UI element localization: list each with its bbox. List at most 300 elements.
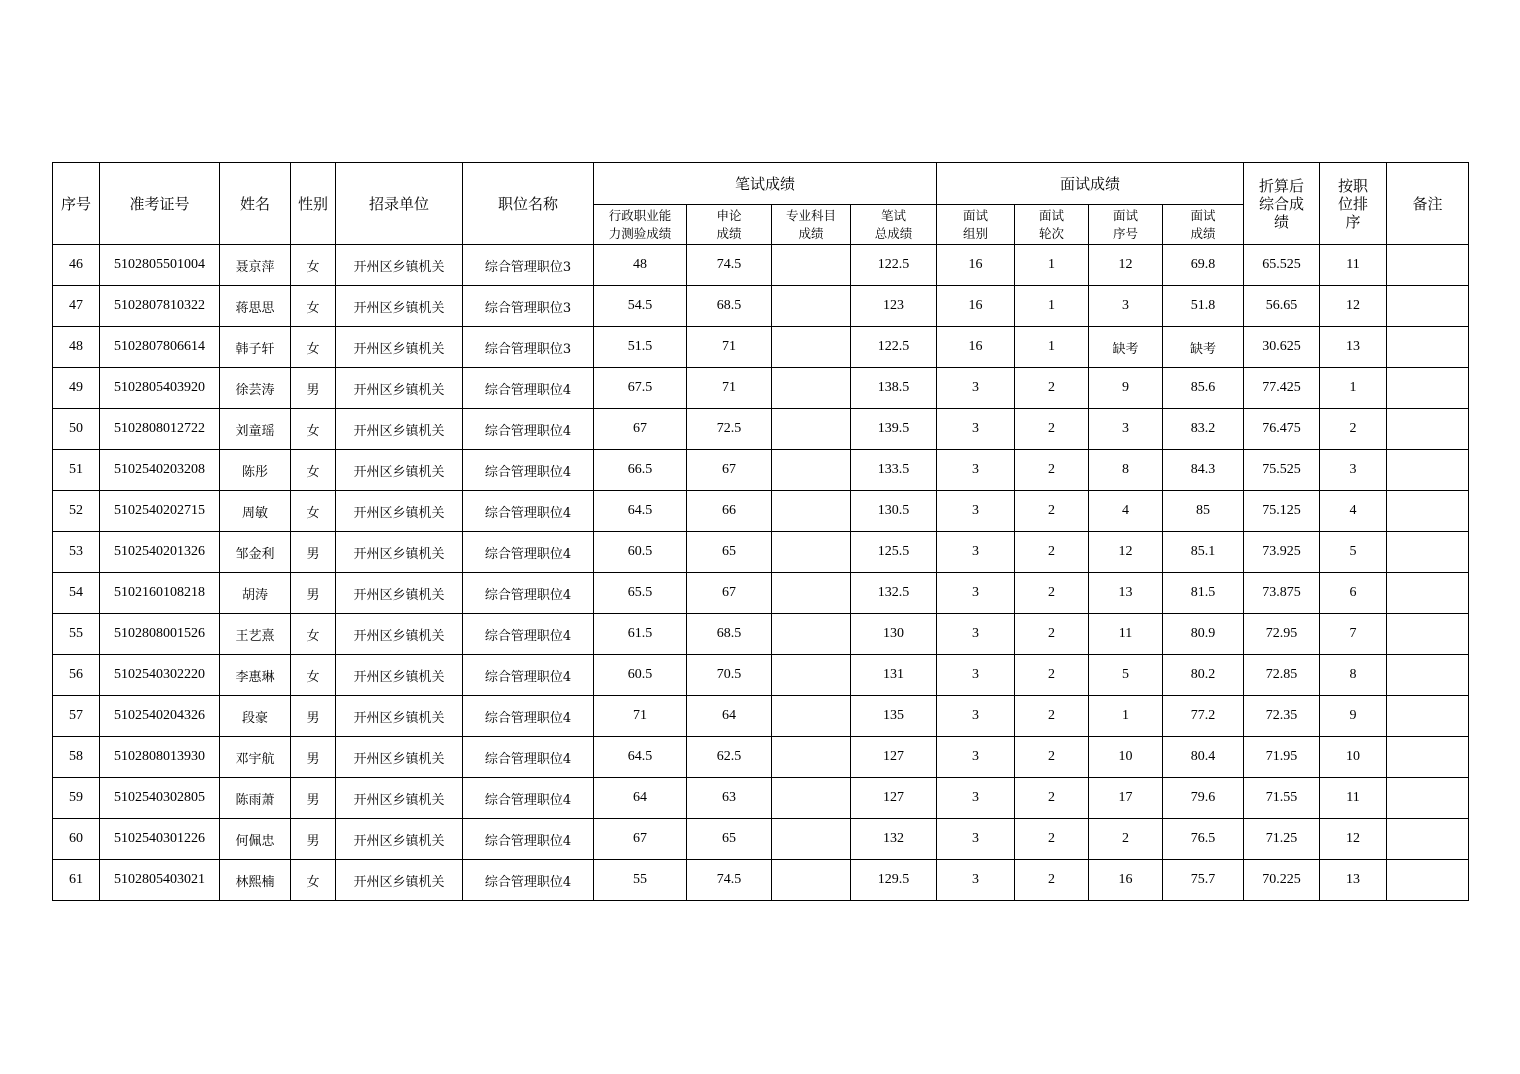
- cell-remark: [1387, 737, 1469, 778]
- cell-xingce: 67.5: [594, 368, 687, 409]
- cell-remark: [1387, 245, 1469, 286]
- cell-seq: 47: [53, 286, 100, 327]
- cell-written-total: 138.5: [851, 368, 937, 409]
- cell-remark: [1387, 655, 1469, 696]
- cell-position: 综合管理职位4: [463, 409, 594, 450]
- cell-iv-group: 16: [937, 327, 1015, 368]
- cell-unit: 开州区乡镇机关: [336, 327, 463, 368]
- cell-shenlun: 65: [687, 532, 772, 573]
- cell-composite: 75.125: [1244, 491, 1320, 532]
- cell-iv-group: 3: [937, 860, 1015, 901]
- cell-major: [772, 778, 851, 819]
- cell-position: 综合管理职位4: [463, 860, 594, 901]
- cell-iv-round: 2: [1015, 655, 1089, 696]
- cell-exam-id: 5102540201326: [100, 532, 220, 573]
- cell-composite: 75.525: [1244, 450, 1320, 491]
- cell-gender: 女: [291, 860, 336, 901]
- cell-composite: 72.85: [1244, 655, 1320, 696]
- cell-iv-order: 9: [1089, 368, 1163, 409]
- cell-unit: 开州区乡镇机关: [336, 573, 463, 614]
- cell-iv-round: 2: [1015, 778, 1089, 819]
- table-row: [53, 368, 1469, 409]
- header-written-group: 笔试成绩: [594, 163, 937, 205]
- cell-position: 综合管理职位4: [463, 614, 594, 655]
- cell-exam-id: 5102540202715: [100, 491, 220, 532]
- cell-shenlun: 67: [687, 573, 772, 614]
- cell-iv-round: 2: [1015, 368, 1089, 409]
- cell-position: 综合管理职位4: [463, 778, 594, 819]
- cell-seq: 50: [53, 409, 100, 450]
- cell-unit: 开州区乡镇机关: [336, 409, 463, 450]
- cell-iv-round: 2: [1015, 696, 1089, 737]
- cell-iv-score: 81.5: [1163, 573, 1244, 614]
- cell-xingce: 64.5: [594, 491, 687, 532]
- cell-exam-id: 5102808012722: [100, 409, 220, 450]
- cell-seq: 51: [53, 450, 100, 491]
- cell-iv-order: 13: [1089, 573, 1163, 614]
- cell-gender: 男: [291, 696, 336, 737]
- cell-unit: 开州区乡镇机关: [336, 819, 463, 860]
- cell-exam-id: 5102807810322: [100, 286, 220, 327]
- cell-iv-round: 2: [1015, 532, 1089, 573]
- cell-iv-order: 缺考: [1089, 327, 1163, 368]
- table-row: [53, 286, 1469, 327]
- cell-iv-order: 5: [1089, 655, 1163, 696]
- cell-seq: 55: [53, 614, 100, 655]
- cell-major: [772, 409, 851, 450]
- cell-iv-score: 69.8: [1163, 245, 1244, 286]
- cell-gender: 男: [291, 532, 336, 573]
- table-body: [53, 245, 1469, 901]
- cell-rank: 1: [1320, 368, 1387, 409]
- cell-written-total: 139.5: [851, 409, 937, 450]
- header-remark: 备注: [1387, 163, 1469, 245]
- cell-iv-round: 2: [1015, 819, 1089, 860]
- cell-name: 刘童瑶: [220, 409, 291, 450]
- cell-xingce: 64.5: [594, 737, 687, 778]
- cell-position: 综合管理职位3: [463, 245, 594, 286]
- cell-iv-group: 3: [937, 614, 1015, 655]
- cell-unit: 开州区乡镇机关: [336, 245, 463, 286]
- cell-major: [772, 573, 851, 614]
- cell-shenlun: 74.5: [687, 245, 772, 286]
- cell-iv-round: 1: [1015, 245, 1089, 286]
- cell-shenlun: 71: [687, 368, 772, 409]
- cell-iv-group: 3: [937, 532, 1015, 573]
- cell-written-total: 127: [851, 737, 937, 778]
- cell-major: [772, 696, 851, 737]
- cell-iv-order: 16: [1089, 860, 1163, 901]
- cell-written-total: 125.5: [851, 532, 937, 573]
- cell-iv-group: 3: [937, 491, 1015, 532]
- cell-rank: 8: [1320, 655, 1387, 696]
- cell-shenlun: 74.5: [687, 860, 772, 901]
- cell-iv-score: 51.8: [1163, 286, 1244, 327]
- cell-unit: 开州区乡镇机关: [336, 491, 463, 532]
- cell-xingce: 67: [594, 819, 687, 860]
- cell-position: 综合管理职位3: [463, 327, 594, 368]
- cell-remark: [1387, 368, 1469, 409]
- header-seq: 序号: [53, 163, 100, 245]
- cell-written-total: 130.5: [851, 491, 937, 532]
- cell-xingce: 66.5: [594, 450, 687, 491]
- cell-rank: 12: [1320, 286, 1387, 327]
- table-header: [53, 163, 1469, 245]
- cell-seq: 46: [53, 245, 100, 286]
- cell-composite: 30.625: [1244, 327, 1320, 368]
- cell-gender: 女: [291, 409, 336, 450]
- cell-rank: 11: [1320, 778, 1387, 819]
- cell-unit: 开州区乡镇机关: [336, 860, 463, 901]
- cell-xingce: 64: [594, 778, 687, 819]
- cell-shenlun: 71: [687, 327, 772, 368]
- cell-gender: 女: [291, 491, 336, 532]
- cell-iv-group: 3: [937, 778, 1015, 819]
- cell-xingce: 54.5: [594, 286, 687, 327]
- cell-seq: 53: [53, 532, 100, 573]
- cell-remark: [1387, 860, 1469, 901]
- cell-gender: 男: [291, 737, 336, 778]
- cell-rank: 13: [1320, 327, 1387, 368]
- cell-position: 综合管理职位4: [463, 655, 594, 696]
- cell-unit: 开州区乡镇机关: [336, 614, 463, 655]
- cell-shenlun: 67: [687, 450, 772, 491]
- cell-gender: 男: [291, 819, 336, 860]
- cell-remark: [1387, 573, 1469, 614]
- cell-seq: 48: [53, 327, 100, 368]
- cell-shenlun: 68.5: [687, 614, 772, 655]
- cell-name: 蒋思思: [220, 286, 291, 327]
- cell-remark: [1387, 491, 1469, 532]
- table-row: [53, 778, 1469, 819]
- cell-composite: 70.225: [1244, 860, 1320, 901]
- cell-iv-group: 3: [937, 450, 1015, 491]
- cell-seq: 58: [53, 737, 100, 778]
- cell-iv-score: 77.2: [1163, 696, 1244, 737]
- cell-written-total: 123: [851, 286, 937, 327]
- header-gender: 性别: [291, 163, 336, 245]
- cell-iv-score: 85: [1163, 491, 1244, 532]
- cell-position: 综合管理职位4: [463, 737, 594, 778]
- table-row: [53, 737, 1469, 778]
- cell-written-total: 122.5: [851, 327, 937, 368]
- cell-composite: 71.55: [1244, 778, 1320, 819]
- cell-iv-order: 8: [1089, 450, 1163, 491]
- header-position: 职位名称: [463, 163, 594, 245]
- header-major: 专业科目 成绩: [772, 205, 851, 245]
- cell-written-total: 131: [851, 655, 937, 696]
- header-written-total: 笔试 总成绩: [851, 205, 937, 245]
- cell-iv-round: 2: [1015, 614, 1089, 655]
- cell-major: [772, 819, 851, 860]
- cell-major: [772, 368, 851, 409]
- cell-written-total: 129.5: [851, 860, 937, 901]
- cell-xingce: 60.5: [594, 532, 687, 573]
- cell-unit: 开州区乡镇机关: [336, 532, 463, 573]
- cell-shenlun: 65: [687, 819, 772, 860]
- cell-exam-id: 5102160108218: [100, 573, 220, 614]
- cell-name: 陈彤: [220, 450, 291, 491]
- cell-name: 周敏: [220, 491, 291, 532]
- cell-iv-group: 16: [937, 286, 1015, 327]
- cell-remark: [1387, 778, 1469, 819]
- table-row: [53, 573, 1469, 614]
- cell-composite: 77.425: [1244, 368, 1320, 409]
- cell-major: [772, 286, 851, 327]
- header-interview-group: 面试成绩: [937, 163, 1244, 205]
- cell-exam-id: 5102540301226: [100, 819, 220, 860]
- header-iv-score: 面试 成绩: [1163, 205, 1244, 245]
- header-iv-group: 面试 组别: [937, 205, 1015, 245]
- cell-shenlun: 72.5: [687, 409, 772, 450]
- cell-major: [772, 327, 851, 368]
- cell-name: 韩子轩: [220, 327, 291, 368]
- cell-rank: 6: [1320, 573, 1387, 614]
- cell-remark: [1387, 696, 1469, 737]
- table-row: [53, 860, 1469, 901]
- cell-rank: 3: [1320, 450, 1387, 491]
- cell-position: 综合管理职位4: [463, 696, 594, 737]
- table-row: [53, 327, 1469, 368]
- cell-iv-group: 3: [937, 819, 1015, 860]
- cell-written-total: 127: [851, 778, 937, 819]
- cell-exam-id: 5102805403920: [100, 368, 220, 409]
- cell-name: 胡涛: [220, 573, 291, 614]
- cell-name: 段豪: [220, 696, 291, 737]
- cell-name: 陈雨萧: [220, 778, 291, 819]
- cell-exam-id: 5102540204326: [100, 696, 220, 737]
- cell-iv-round: 2: [1015, 737, 1089, 778]
- cell-xingce: 71: [594, 696, 687, 737]
- cell-shenlun: 68.5: [687, 286, 772, 327]
- table-row: [53, 532, 1469, 573]
- cell-seq: 56: [53, 655, 100, 696]
- cell-composite: 73.875: [1244, 573, 1320, 614]
- cell-written-total: 132: [851, 819, 937, 860]
- score-table: [52, 162, 1469, 901]
- cell-iv-group: 3: [937, 573, 1015, 614]
- cell-xingce: 60.5: [594, 655, 687, 696]
- cell-iv-score: 80.9: [1163, 614, 1244, 655]
- cell-iv-round: 2: [1015, 860, 1089, 901]
- cell-iv-round: 1: [1015, 286, 1089, 327]
- header-xingce: 行政职业能 力测验成绩: [594, 205, 687, 245]
- cell-rank: 9: [1320, 696, 1387, 737]
- cell-seq: 60: [53, 819, 100, 860]
- cell-shenlun: 63: [687, 778, 772, 819]
- cell-iv-order: 12: [1089, 532, 1163, 573]
- table-row: [53, 655, 1469, 696]
- cell-remark: [1387, 614, 1469, 655]
- cell-composite: 71.95: [1244, 737, 1320, 778]
- cell-iv-group: 3: [937, 737, 1015, 778]
- cell-major: [772, 655, 851, 696]
- cell-position: 综合管理职位4: [463, 491, 594, 532]
- cell-position: 综合管理职位4: [463, 819, 594, 860]
- cell-name: 徐芸涛: [220, 368, 291, 409]
- cell-rank: 4: [1320, 491, 1387, 532]
- header-composite: 折算后 综合成 绩: [1244, 163, 1320, 245]
- cell-iv-round: 1: [1015, 327, 1089, 368]
- table-row: [53, 696, 1469, 737]
- cell-major: [772, 737, 851, 778]
- cell-name: 王艺熹: [220, 614, 291, 655]
- header-iv-order: 面试 序号: [1089, 205, 1163, 245]
- cell-iv-group: 3: [937, 696, 1015, 737]
- cell-gender: 男: [291, 778, 336, 819]
- cell-iv-score: 85.6: [1163, 368, 1244, 409]
- cell-composite: 71.25: [1244, 819, 1320, 860]
- cell-position: 综合管理职位4: [463, 368, 594, 409]
- table-row: [53, 491, 1469, 532]
- cell-unit: 开州区乡镇机关: [336, 450, 463, 491]
- cell-position: 综合管理职位4: [463, 450, 594, 491]
- cell-gender: 女: [291, 614, 336, 655]
- cell-major: [772, 491, 851, 532]
- cell-iv-round: 2: [1015, 573, 1089, 614]
- cell-position: 综合管理职位4: [463, 573, 594, 614]
- cell-seq: 61: [53, 860, 100, 901]
- cell-rank: 5: [1320, 532, 1387, 573]
- cell-unit: 开州区乡镇机关: [336, 286, 463, 327]
- cell-iv-group: 3: [937, 409, 1015, 450]
- cell-iv-group: 16: [937, 245, 1015, 286]
- cell-iv-score: 83.2: [1163, 409, 1244, 450]
- cell-exam-id: 5102805403021: [100, 860, 220, 901]
- cell-xingce: 48: [594, 245, 687, 286]
- cell-major: [772, 245, 851, 286]
- table-row: [53, 614, 1469, 655]
- cell-exam-id: 5102808001526: [100, 614, 220, 655]
- cell-written-total: 130: [851, 614, 937, 655]
- cell-rank: 11: [1320, 245, 1387, 286]
- cell-gender: 女: [291, 286, 336, 327]
- cell-iv-round: 2: [1015, 450, 1089, 491]
- cell-exam-id: 5102540203208: [100, 450, 220, 491]
- cell-gender: 男: [291, 368, 336, 409]
- cell-iv-round: 2: [1015, 409, 1089, 450]
- cell-shenlun: 62.5: [687, 737, 772, 778]
- cell-gender: 女: [291, 450, 336, 491]
- cell-remark: [1387, 327, 1469, 368]
- cell-shenlun: 66: [687, 491, 772, 532]
- cell-iv-order: 10: [1089, 737, 1163, 778]
- cell-rank: 7: [1320, 614, 1387, 655]
- cell-position: 综合管理职位4: [463, 532, 594, 573]
- cell-major: [772, 860, 851, 901]
- cell-gender: 男: [291, 573, 336, 614]
- cell-major: [772, 532, 851, 573]
- cell-composite: 56.65: [1244, 286, 1320, 327]
- cell-iv-order: 17: [1089, 778, 1163, 819]
- cell-seq: 49: [53, 368, 100, 409]
- cell-iv-order: 11: [1089, 614, 1163, 655]
- cell-iv-order: 12: [1089, 245, 1163, 286]
- cell-iv-order: 3: [1089, 286, 1163, 327]
- cell-xingce: 51.5: [594, 327, 687, 368]
- cell-composite: 72.95: [1244, 614, 1320, 655]
- cell-rank: 2: [1320, 409, 1387, 450]
- cell-composite: 65.525: [1244, 245, 1320, 286]
- cell-iv-order: 4: [1089, 491, 1163, 532]
- cell-unit: 开州区乡镇机关: [336, 655, 463, 696]
- cell-iv-round: 2: [1015, 491, 1089, 532]
- table-row: [53, 245, 1469, 286]
- cell-iv-score: 80.2: [1163, 655, 1244, 696]
- cell-seq: 57: [53, 696, 100, 737]
- cell-composite: 72.35: [1244, 696, 1320, 737]
- cell-seq: 59: [53, 778, 100, 819]
- cell-unit: 开州区乡镇机关: [336, 737, 463, 778]
- cell-name: 李惠琳: [220, 655, 291, 696]
- cell-exam-id: 5102540302220: [100, 655, 220, 696]
- header-shenlun: 申论 成绩: [687, 205, 772, 245]
- header-unit: 招录单位: [336, 163, 463, 245]
- cell-xingce: 61.5: [594, 614, 687, 655]
- cell-iv-order: 2: [1089, 819, 1163, 860]
- table-row: [53, 409, 1469, 450]
- cell-exam-id: 5102805501004: [100, 245, 220, 286]
- cell-gender: 女: [291, 655, 336, 696]
- cell-unit: 开州区乡镇机关: [336, 368, 463, 409]
- cell-iv-order: 1: [1089, 696, 1163, 737]
- cell-written-total: 133.5: [851, 450, 937, 491]
- cell-iv-group: 3: [937, 368, 1015, 409]
- table-row: [53, 450, 1469, 491]
- cell-iv-group: 3: [937, 655, 1015, 696]
- cell-name: 邹金利: [220, 532, 291, 573]
- cell-composite: 73.925: [1244, 532, 1320, 573]
- cell-iv-score: 85.1: [1163, 532, 1244, 573]
- cell-name: 何佩忠: [220, 819, 291, 860]
- cell-major: [772, 614, 851, 655]
- cell-remark: [1387, 450, 1469, 491]
- cell-gender: 女: [291, 327, 336, 368]
- cell-composite: 76.475: [1244, 409, 1320, 450]
- cell-rank: 10: [1320, 737, 1387, 778]
- cell-unit: 开州区乡镇机关: [336, 778, 463, 819]
- cell-iv-score: 76.5: [1163, 819, 1244, 860]
- cell-xingce: 67: [594, 409, 687, 450]
- cell-written-total: 135: [851, 696, 937, 737]
- cell-gender: 女: [291, 245, 336, 286]
- cell-xingce: 55: [594, 860, 687, 901]
- cell-remark: [1387, 409, 1469, 450]
- cell-exam-id: 5102808013930: [100, 737, 220, 778]
- cell-unit: 开州区乡镇机关: [336, 696, 463, 737]
- cell-shenlun: 70.5: [687, 655, 772, 696]
- cell-rank: 12: [1320, 819, 1387, 860]
- cell-remark: [1387, 532, 1469, 573]
- cell-shenlun: 64: [687, 696, 772, 737]
- header-rank: 按职 位排 序: [1320, 163, 1387, 245]
- cell-rank: 13: [1320, 860, 1387, 901]
- cell-iv-order: 3: [1089, 409, 1163, 450]
- cell-iv-score: 80.4: [1163, 737, 1244, 778]
- cell-seq: 52: [53, 491, 100, 532]
- header-exam-id: 准考证号: [100, 163, 220, 245]
- table-row: [53, 819, 1469, 860]
- cell-position: 综合管理职位3: [463, 286, 594, 327]
- cell-written-total: 122.5: [851, 245, 937, 286]
- cell-major: [772, 450, 851, 491]
- cell-remark: [1387, 286, 1469, 327]
- cell-iv-score: 84.3: [1163, 450, 1244, 491]
- cell-remark: [1387, 819, 1469, 860]
- cell-exam-id: 5102807806614: [100, 327, 220, 368]
- header-name: 姓名: [220, 163, 291, 245]
- header-iv-round: 面试 轮次: [1015, 205, 1089, 245]
